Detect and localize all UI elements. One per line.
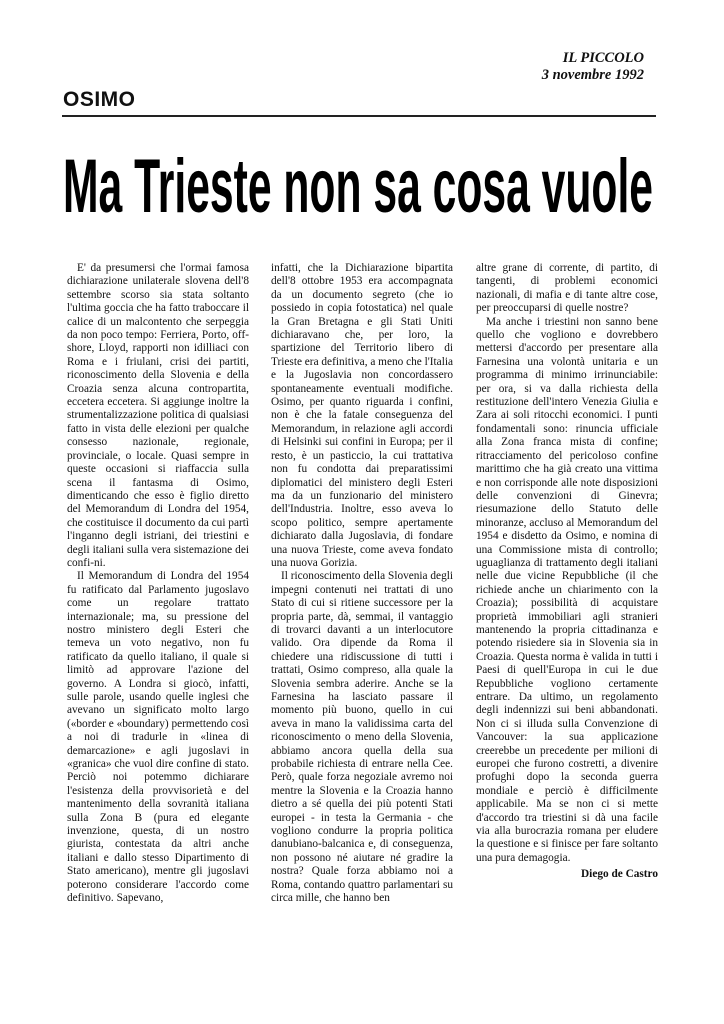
article-column-3 bbox=[476, 262, 658, 882]
article-column-2 bbox=[271, 262, 453, 906]
article-column-1 bbox=[67, 262, 249, 906]
newspaper-name: IL PICCOLO bbox=[562, 50, 644, 66]
header-rule bbox=[62, 115, 656, 117]
headline-text: Ma Trieste non sa cosa vuole bbox=[63, 144, 653, 225]
paragraph: infatti, che la Dichiarazione bipartita dell'8 ottobre 1953 era accompagnata da un documento segreto (che io possiedo in copia fotostatica) nel quale la Gran Bretagna e gli Stati Uniti dichiaravano che, per loro, la spartizione del Territorio libero di Trieste era definitiva, a meno che l'Italia e la Jugoslavia non concordassero spontaneamente eventuali modifiche. Osimo, per quanto riguarda i confini, non è che la fatale conseguenza del Memorandum, in relazione agli accordi di Helsinki sui confini in Europa; per il resto, è un pasticcio, la cui trattativa non fu condotta dai preparatissimi diplomatici del ministero degli Esteri ma da un funzionario del ministero dell'Industria. Inoltre, esso aveva lo scopo politico, sempre apertamente dichiarato dalla Jugoslavia, di fondare una nuova Trieste, come aveva fondato una nuova Gorizia. bbox=[271, 262, 453, 569]
publication-date: 3 novembre 1992 bbox=[541, 67, 644, 83]
paragraph: Il Memorandum di Londra del 1954 fu ratificato dal Parlamento jugoslavo come un regolare trattato internazionale; ma, su pressione del nostro ministero degli Esteri che temeva un voto negativo, non fu ratificato da quello italiano, il quale si limitò ad approvare l'azione del governo. A Londra si giocò, infatti, sulle parole, usando quelle inglesi che avevano un significato molto largo («border e «boundary) permettendo così a noi di tradurle in «linea di demarcazione» e agli jugoslavi in «granica» che vuol dire confine di stato. Perciò noi potemmo dichiarare l'esistenza della provvisorietà e del mantenimento della sovranità italiana sulla Zona B (pura ed elegante invenzione, questa, di un nostro giurista, contestata da altri anche italiani e dallo stesso Dipartimento di Stato americano), mentre gli jugoslavi poterono considerare l'accordo come definitivo. Sapevano, bbox=[67, 570, 249, 905]
paragraph: altre grane di corrente, di partito, di tangenti, di problemi economici nazionali, di mafia e di tante altre cose, per preoccuparsi di quelle nostre? bbox=[476, 262, 658, 315]
paragraph: Ma anche i triestini non sanno bene quello che vogliono e dovrebbero mettersi d'accordo per presentare alla Farnesina una volontà unitaria e un programma di minimo irrinunciabile: per ora, si va dalla richiesta della restituzione dell'intero Venezia Giulia e Zara ai soli ritocchi economici. I punti fondamentali sono: rinuncia ufficiale alla Zona franca mista di confine; ritracciamento del pericoloso confine marittimo che ha già creato una vittima e non corrisponde alle note disposizioni delle convenzioni di Ginevra; riesumazione dello Statuto delle minoranze, accluso al Memorandum del 1954 e disdetto da Osimo, e nomina di una Commissione mista di controllo; uguaglianza di trattamento degli italiani nelle due vicine Repubbliche (il che richiede anche un chiarimento con la Croazia); possibilità di acquistare proprietà immobiliari agli stranieri mantenendo la propria cittadinanza e potendo risiedere sia in Slovenia sia in Croazia. Questa norma è valida in tutti i Paesi di quell'Europa in cui le due Repubbliche vogliono certamente entrare. Da ultimo, un regolamento degli indennizzi sui beni abbandonati. Non ci si illuda sulla Convenzione di Vancouver: la sua applicazione creerebbe un precedente per milioni di europei che furono costretti, a divenire profughi dopo la seconda guerra mondiale e perciò è difficilmente applicabile. Ma se non ci si mette d'accordo tra triestini si dà una facile via alla burocrazia romana per eludere la questione e si finisce per fare soltanto una pura demagogia. bbox=[476, 315, 658, 864]
masthead bbox=[542, 50, 644, 84]
section-label: OSIMO bbox=[63, 88, 136, 111]
author-signature: Diego de Castro bbox=[581, 868, 658, 881]
headline bbox=[63, 140, 657, 225]
paragraph: Il riconoscimento della Slovenia degli impegni contenuti nei trattati di uno Stato di cui si ritiene successore per la propria parte, dà, semmai, il vantaggio di trovarci davanti a un interlocutore valido. Ora dipende da Roma il chiedere una ridiscussione di tutti i trattati, Osimo compreso, alla quale la Slovenia sembra aderire. Anche se la Farnesina ha lasciato passare il momento più buono, quello in cui aveva in mano la validissima carta del riconoscimento o meno della Slovenia, abbiamo ancora quella della sua probabile richiesta di entrare nella Cee. Però, quale forza negoziale avremo noi mentre la Slovenia e la Croazia hanno dietro a sé quella dei più potenti Stati europei - in testa la Germania - che vogliono condurre la propria politica danubiano-balcanica e, di conseguenza, non possono né aiutare né gradire la nostra? Quale forza abbiamo noi a Roma, contando quattro parlamentari su circa mille, che hanno ben bbox=[271, 570, 453, 905]
paragraph: E' da presumersi che l'ormai famosa dichiarazione unilaterale slovena dell'8 settembre scorso sia stata soltanto l'ultima goccia che ha fatto traboccare il calice di un malcontento che serpeggia da non poco tempo: Ferriera, Porto, off-shore, Lloyd, rapporti non idilliaci con Roma e i friulani, crisi dei partiti, riconoscimento della Slovenia e della Croazia senza alcuna contropartita, eccetera eccetera. Si aggiunge inoltre la strumentalizzazione politica di qualsiasi fatto in vista delle elezioni per qualche consesso nazionale, regionale, provinciale, o locale. Quasi sempre in queste occasioni si riaffaccia sulla scena il fantasma di Osimo, dimenticando che esso è figlio diretto del Memorandum di Londra del 1954, che costituisce il documento da cui partì l'inganno degli istriani, dei triestini e degli italiani sulla vera sistemazione dei confi-ni. bbox=[67, 262, 249, 569]
